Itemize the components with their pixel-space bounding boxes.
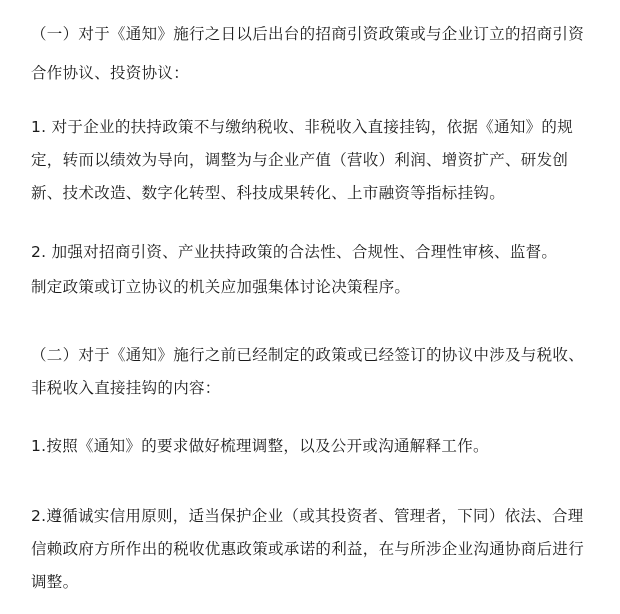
section-2-item-2-line-2: 信赖政府方所作出的税收优惠政策或承诺的利益，在与所涉企业沟通协商后进行: [31, 540, 585, 558]
section-1-item-2-line-2: 制定政策或订立协议的机关应加强集体讨论决策程序。: [31, 278, 411, 296]
section-2-item-2-line-1: 2.遵循诚实信用原则，适当保护企业（或其投资者、管理者，下同）依法、合理: [31, 507, 584, 525]
section-1-item-1-line-2: 定，转而以绩效为导向，调整为与企业产值（营收）利润、增资扩产、研发创: [31, 151, 569, 169]
section-1-item-1-line-1: 1. 对于企业的扶持政策不与缴纳税收、非税收入直接挂钩，依据《通知》的规: [31, 118, 574, 136]
section-1-item-1-line-3: 新、技术改造、数字化转型、科技成果转化、上市融资等指标挂钩。: [31, 184, 506, 202]
section-2-heading-line-2: 非税收入直接挂钩的内容：: [31, 379, 221, 397]
section-1-heading-line-2: 合作协议、投资协议：: [31, 64, 190, 82]
section-2-item-2-line-3: 调整。: [31, 573, 79, 591]
section-1-heading-line-1: （一）对于《通知》施行之日以后出台的招商引资政策或与企业订立的招商引资: [31, 25, 585, 43]
section-2-heading-line-1: （二）对于《通知》施行之前已经制定的政策或已经签订的协议中涉及与税收、: [31, 346, 585, 364]
section-1-item-2-line-1: 2. 加强对招商引资、产业扶持政策的合法性、合规性、合理性审核、监督。: [31, 243, 558, 261]
section-2-item-1-line-1: 1.按照《通知》的要求做好梳理调整，以及公开或沟通解释工作。: [31, 437, 489, 455]
